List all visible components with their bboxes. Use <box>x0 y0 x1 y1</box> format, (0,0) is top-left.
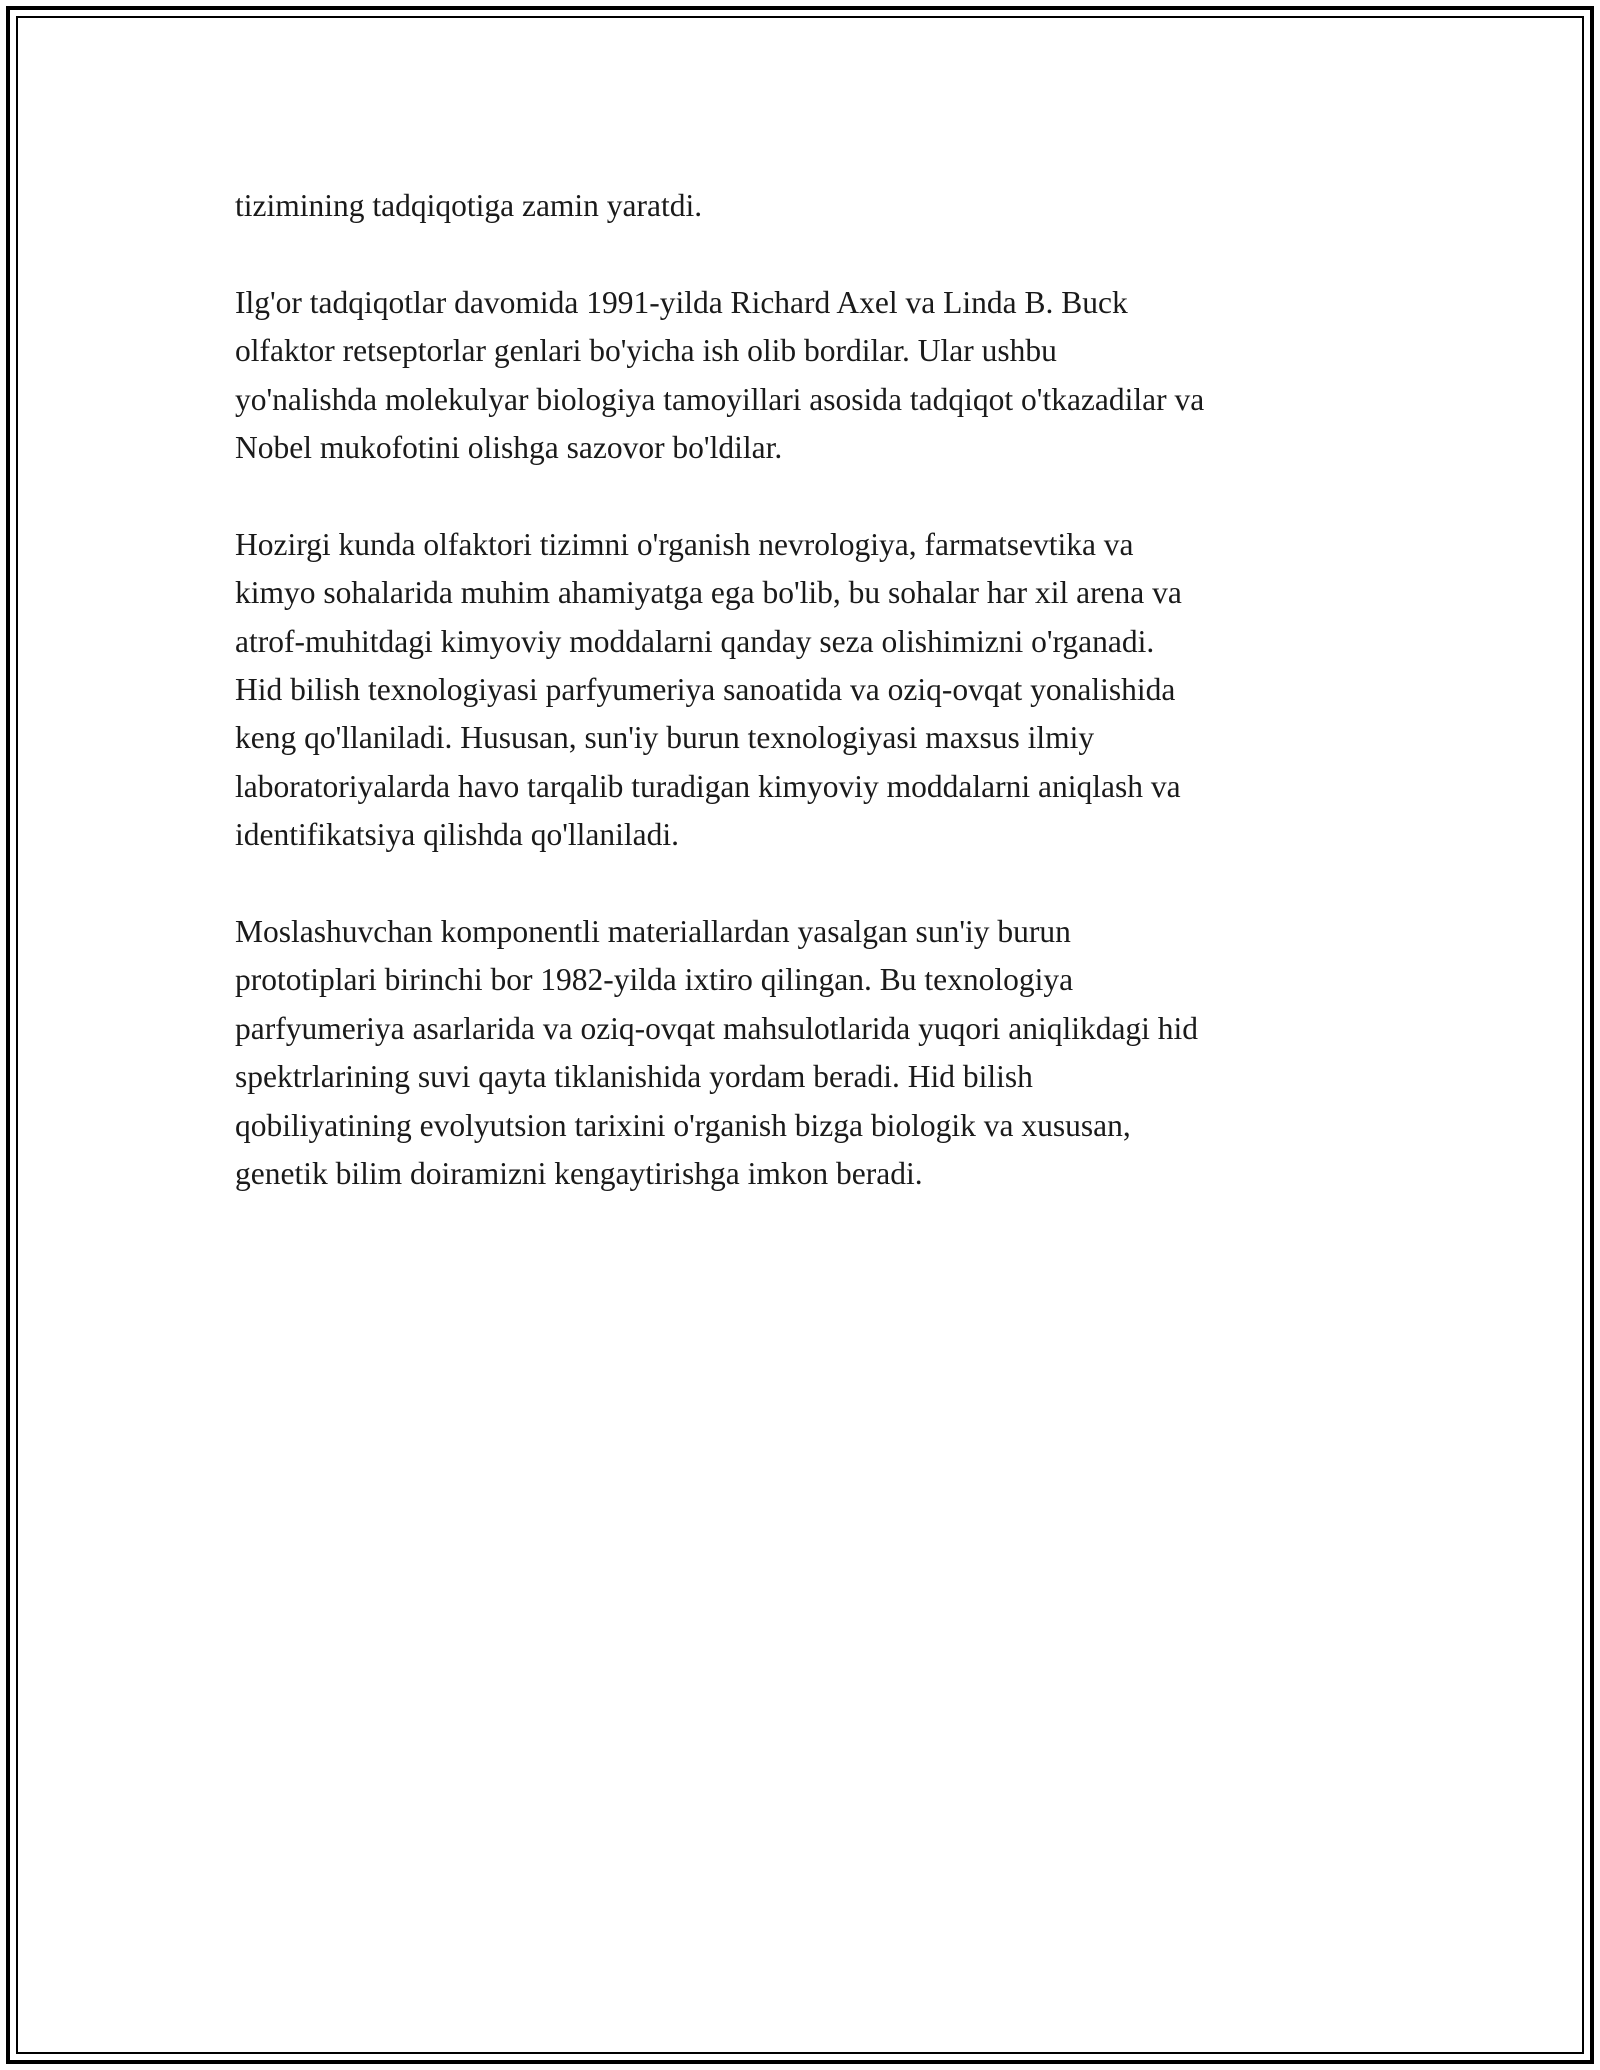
paragraph-line: keng qo'llaniladi. Hususan, sun'iy burun texnologiyasi maxsus ilmiy <box>235 720 1095 756</box>
paragraph-line: tizimining tadqiqotiga zamin yaratdi. <box>235 188 703 223</box>
paragraph-line: yo'nalishda molekulyar biologiya tamoyillari asosida tadqiqot o'tkazadilar va <box>235 381 1205 417</box>
paragraph-line: identifikatsiya qilishda qo'llaniladi. <box>235 817 679 853</box>
document-body <box>235 182 1385 1247</box>
paragraph-line: prototiplari birinchi bor 1982-yilda ixtiro qilingan. Bu texnologiya <box>235 962 1074 998</box>
paragraph-line: Hid bilish texnologiyasi parfyumeriya sanoatida va oziq-ovqat yonalishida <box>235 672 1176 708</box>
paragraph-line: laboratoriyalarda havo tarqalib turadigan kimyoviy moddalarni aniqlash va <box>235 768 1181 804</box>
paragraph-4 <box>235 908 1385 1198</box>
paragraph-2 <box>235 279 1385 473</box>
paragraph-line: kimyo sohalarida muhim ahamiyatga ega bo'lib, bu sohalar har xil arena va <box>235 575 1182 611</box>
paragraph-line: spektrlarining suvi qayta tiklanishida yordam beradi. Hid bilish <box>235 1059 1033 1095</box>
paragraph-1 <box>235 182 1385 230</box>
paragraph-line: Moslashuvchan komponentli materiallardan yasalgan sun'iy burun <box>235 914 1071 950</box>
paragraph-line: genetik bilim doiramizni kengaytirishga imkon beradi. <box>235 1156 923 1192</box>
paragraph-line: Nobel mukofotini olishga sazovor bo'ldilar. <box>235 430 783 466</box>
paragraph-line: olfaktor retseptorlar genlari bo'yicha ish olib bordilar. Ular ushbu <box>235 333 1057 369</box>
paragraph-line: atrof-muhitdagi kimyoviy moddalarni qanday seza olishimizni o'rganadi. <box>235 623 1155 659</box>
paragraph-line: qobiliyatining evolyutsion tarixini o'rganish bizga biologik va xususan, <box>235 1107 1131 1143</box>
paragraph-line: Ilg'or tadqiqotlar davomida 1991-yilda Richard Axel va Linda B. Buck <box>235 284 1128 320</box>
paragraph-line: Hozirgi kunda olfaktori tizimni o'rganish nevrologiya, farmatsevtika va <box>235 526 1134 562</box>
paragraph-3 <box>235 521 1385 860</box>
paragraph-line: parfyumeriya asarlarida va oziq-ovqat mahsulotlarida yuqori aniqlikdagi hid <box>235 1010 1199 1046</box>
